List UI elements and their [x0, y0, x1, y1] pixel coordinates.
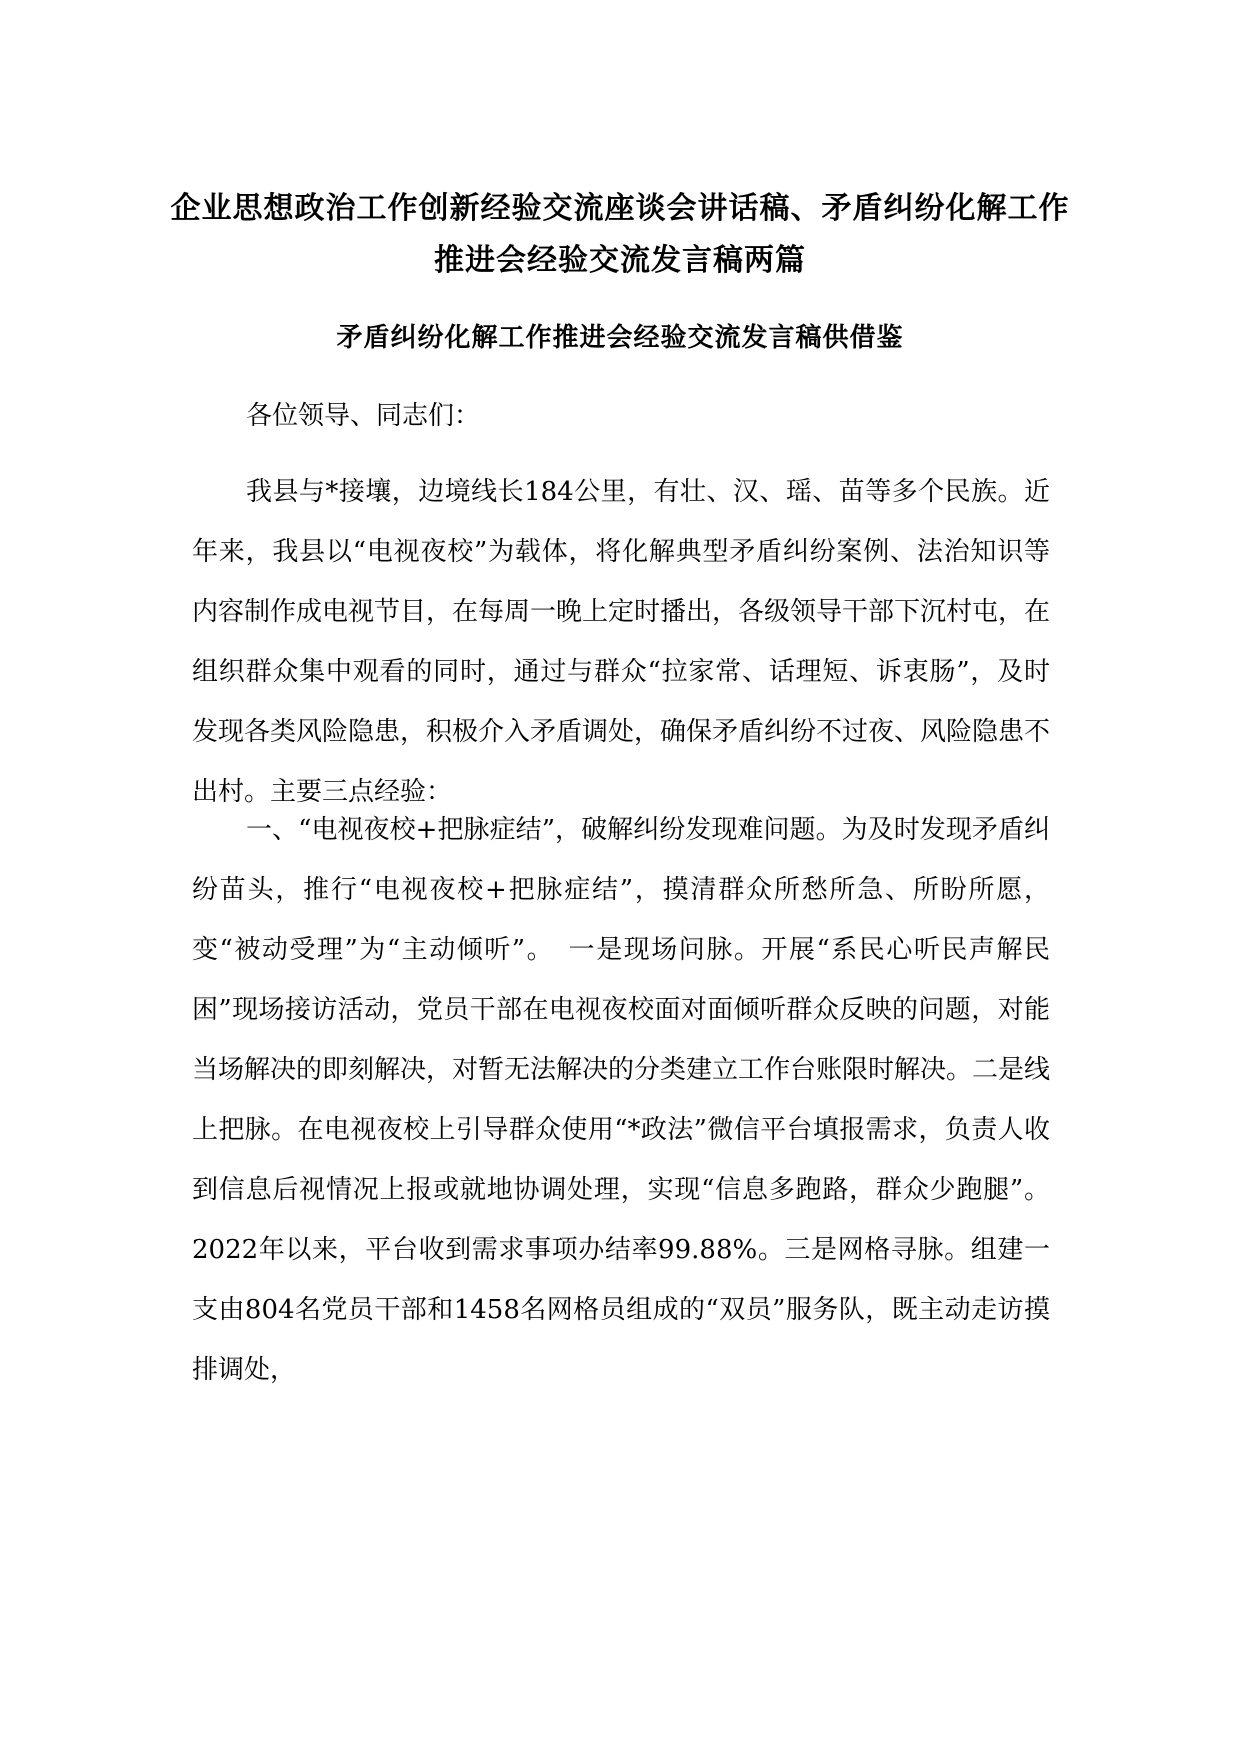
body-paragraph-section-one: 一、“电视夜校+把脉症结”，破解纠纷发现难问题。为及时发现矛盾纠纷苗头，推行“电视夜校+把脉症结”，摸清群众所愁所急、所盼所愿，变“被动受理”为“主动倾听”。 一是现场问脉。开展“系民心听民声解民困”现场接访活动，党员干部在电视夜校面对面倾听群众反映的问题，对能当场解决的即刻解决，对暂无法解决的分类建立工作台账限时解决。二是线上把脉。在电视夜校上引导群众使用“*政法”微信平台填报需求，负责人收到信息后视情况上报或就地协调处理，实现“信息多跑路，群众少跑腿”。2022年以来，平台收到需求事项办结率99.88%。三是网格寻脉。组建一支由804名党员干部和1458名网格员组成的“双员”服务队，既主动走访摸排调处，: [192, 815, 1051, 1385]
document-title: 企业思想政治工作创新经验交流座谈会讲话稿、矛盾纠纷化解工作推进会经验交流发言稿两篇: [170, 191, 1070, 278]
salutation: 各位领导、同志们：: [246, 401, 481, 431]
body-paragraph-intro: 我县与*接壤，边境线长184公里，有壮、汉、瑶、苗等多个民族。近年来，我县以“电视夜校”为载体，将化解典型矛盾纠纷案例、法治知识等内容制作成电视节目，在每周一晚上定时播出，各级领导干部下沉村屯，在组织群众集中观看的同时，通过与群众“拉家常、话理短、诉衷肠”，及时发现各类风险隐患，积极介入矛盾调处，确保矛盾纠纷不过夜、风险隐患不出村。主要三点经验：: [192, 477, 1051, 807]
document-subtitle: 矛盾纠纷化解工作推进会经验交流发言稿供借鉴: [336, 323, 904, 353]
